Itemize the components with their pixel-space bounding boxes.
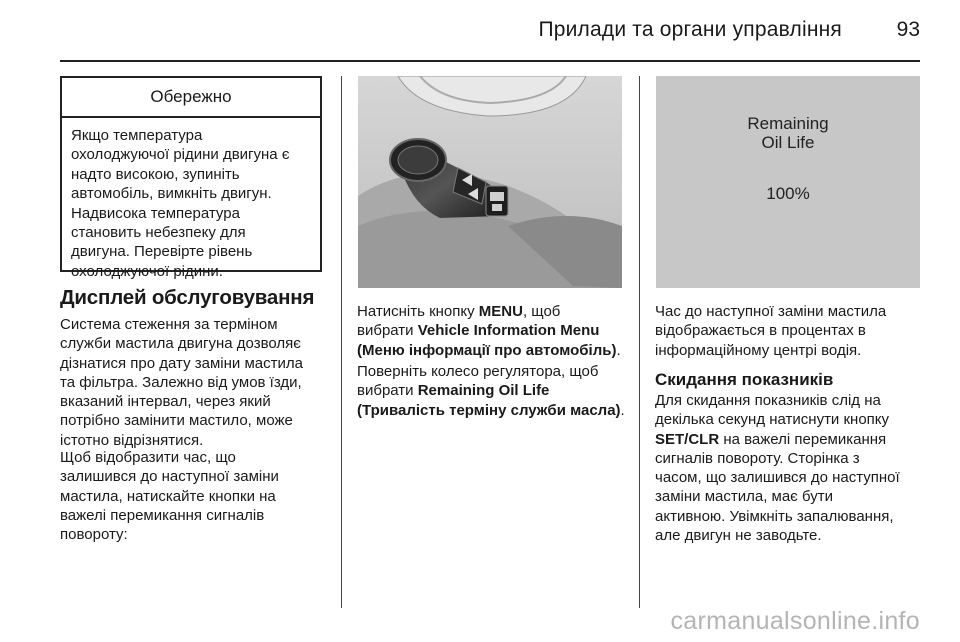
warning-title: Обережно xyxy=(62,78,320,118)
text-line: сигналів повороту. Сторінка з xyxy=(655,449,860,467)
text-line: але двигун не заводьте. xyxy=(655,527,822,545)
warning-line: автомобіль, вимкніть двигун. xyxy=(71,185,272,203)
oil-life-display xyxy=(656,76,920,288)
instruction-menu xyxy=(357,302,625,360)
text-line: (Меню інформації про автомобіль). xyxy=(357,341,621,359)
text-line: Щоб відобразити час, що xyxy=(60,449,236,466)
text-line: вибрати Vehicle Information Menu xyxy=(357,322,600,340)
warning-line: охолоджуючої рідини. xyxy=(71,262,223,280)
warning-line: надто високою, зупиніть xyxy=(71,165,240,183)
warning-line: двигуна. Перевірте рівень xyxy=(71,243,253,261)
menu-button-label: MENU xyxy=(478,303,523,320)
page-number: 93 xyxy=(896,18,920,41)
text-line: Для скидання показників слід на xyxy=(655,392,881,409)
header-rule xyxy=(60,60,920,62)
text-line: дізнатися про дату заміни мастила xyxy=(60,354,303,372)
display-line-1: Remaining xyxy=(747,114,829,133)
text-line: активною. Увімкніть запалювання, xyxy=(655,507,894,525)
text-line: SET/CLR на важелі перемикання xyxy=(655,430,887,448)
text-line: вказаний інтервал, через який xyxy=(60,393,271,411)
warning-line: Якщо температура xyxy=(71,127,203,144)
warning-body xyxy=(62,118,320,281)
warning-line: Надвисока температура xyxy=(71,204,240,222)
text-line: вибрати Remaining Oil Life xyxy=(357,382,550,400)
warning-box xyxy=(60,76,322,280)
section-paragraph-1 xyxy=(60,315,328,450)
section-paragraph-2 xyxy=(60,448,328,544)
oil-life-percent: 100% xyxy=(766,184,810,203)
reset-heading: Скидання показників xyxy=(655,370,834,389)
column-divider-2 xyxy=(639,76,640,608)
watermark: carmanualsonline.info xyxy=(670,607,920,635)
text-line: залишився до наступної заміни xyxy=(60,468,279,486)
instruction-oil-life xyxy=(357,362,625,420)
text-line: повороту: xyxy=(60,526,128,544)
set-clr-button-label: SET/CLR xyxy=(655,430,720,448)
text-line: та фільтра. Залежно від умов їзди, xyxy=(60,373,302,391)
header-title: Прилади та органи управління xyxy=(538,18,842,41)
text-line: Натисніть кнопку MENU, щоб xyxy=(357,303,561,320)
text-line: заміни мастила, має бути xyxy=(655,488,834,506)
text-line: Поверніть колесо регулятора, щоб xyxy=(357,363,599,380)
text-line: (Тривалість терміну служби масла). xyxy=(357,401,625,419)
turn-signal-lever-photo xyxy=(358,76,622,288)
text-line: Система стеження за терміном xyxy=(60,316,278,333)
text-line: відображається в процентах в xyxy=(655,322,866,340)
text-line: Час до наступної заміни мастила xyxy=(655,303,887,320)
column-divider-1 xyxy=(341,76,342,608)
text-line: потрібно замінити мастило, може xyxy=(60,412,293,430)
warning-line: охолоджуючої рідини двигуна є xyxy=(71,146,290,164)
text-line: істотно відрізнятися. xyxy=(60,431,204,449)
text-line: декілька секунд натиснути кнопку xyxy=(655,411,890,429)
text-line: служби мастила двигуна дозволяє xyxy=(60,335,301,353)
display-description xyxy=(655,302,925,360)
section-heading: Дисплей обслуговування xyxy=(60,286,315,309)
reset-instructions xyxy=(655,391,925,545)
text-line: часом, що залишився до наступної xyxy=(655,469,900,487)
text-line: мастила, натискайте кнопки на xyxy=(60,487,276,505)
text-line: інформаційному центрі водія. xyxy=(655,341,862,359)
turn-signal-lever-illustration xyxy=(358,76,622,288)
warning-line: становить небезпеку для xyxy=(71,224,246,242)
display-line-2: Oil Life xyxy=(761,133,815,152)
text-line: важелі перемикання сигналів xyxy=(60,506,265,524)
